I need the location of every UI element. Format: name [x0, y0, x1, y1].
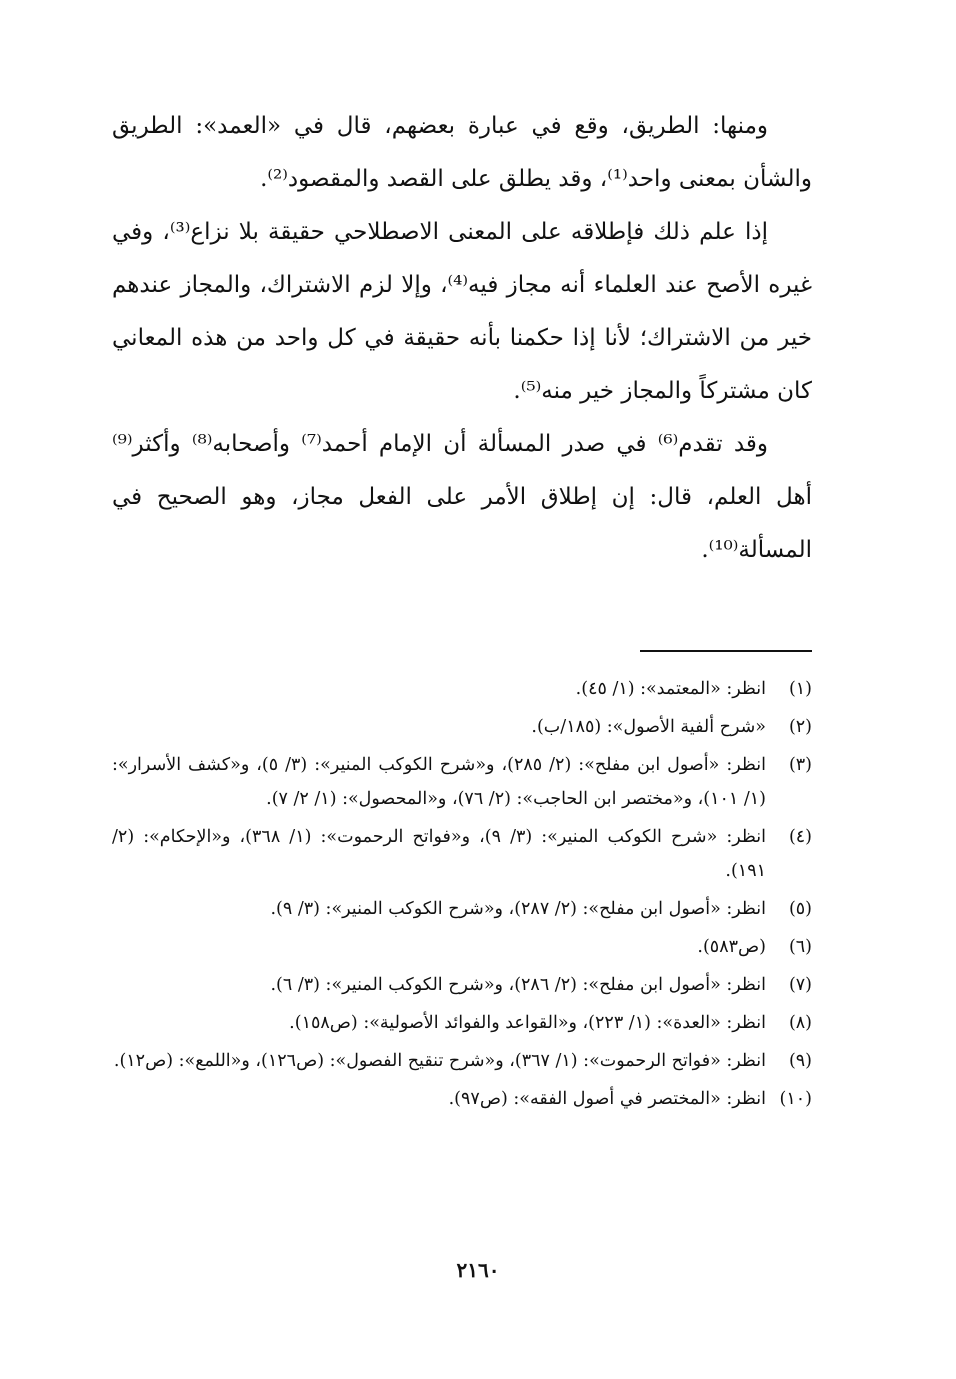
paragraph-1: ومنها: الطريق، وقع في عبارة بعضهم، قال في «العمد»: الطريق والشأن بمعنى واحد⁽¹⁾، وقد يطلق على القصد والمقصود⁽²⁾. [112, 113, 812, 192]
footnote-1 [112, 672, 812, 706]
footnote-7 [112, 968, 812, 1002]
paragraph-2: إذا علم ذلك فإطلاقه على المعنى الاصطلاحي حقيقة بلا نزاع⁽³⁾، وفي غيره الأصح عند العلماء أنه مجاز فيه⁽⁴⁾، وإلا لزم الاشتراك، والمجاز عندهم خير من الاشتراك؛ لأنا إذا حكمنا بأنه حقيقة في كل واحد من هذه المعاني كان مشتركاً والمجاز خير منه⁽⁵⁾. [112, 219, 812, 404]
footnotes [112, 672, 812, 1120]
footnote-4 [112, 820, 812, 888]
footnote-text: انظر: «المختصر في أصول الفقه»: (ص٩٧). [448, 1089, 766, 1109]
footnote-text: انظر: «أصول ابن مفلح»: (٢/ ٢٨٧)، و«شرح الكوكب المنير»: (٣/ ٩). [270, 899, 766, 919]
footnote-9 [112, 1044, 812, 1078]
footnote-number: (١٠) [779, 1089, 812, 1109]
footnote-3 [112, 748, 812, 816]
footnote-text: (ص٥٨٣). [697, 937, 766, 957]
footnote-divider [640, 650, 812, 652]
footnote-6 [112, 930, 812, 964]
main-text [112, 100, 812, 577]
footnote-text: انظر: «فواتح الرحموت»: (١/ ٣٦٧)، و«شرح تنقيح الفصول»: (ص١٢٦)، و«اللمع»: (ص١٢). [113, 1051, 766, 1071]
footnote-number: (١) [788, 679, 812, 699]
footnote-number: (٩) [788, 1051, 812, 1071]
footnote-2 [112, 710, 812, 744]
footnote-text: انظر: «شرح الكوكب المنير»: (٣/ ٩)، و«فواتح الرحموت»: (١/ ٣٦٨)، و«الإحكام»: (٢/ ١٩١). [112, 827, 766, 881]
footnote-10 [112, 1082, 812, 1116]
footnote-number: (٣) [788, 755, 812, 775]
footnote-text: انظر: «أصول ابن مفلح»: (٢/ ٢٨٦)، و«شرح الكوكب المنير»: (٣/ ٦). [270, 975, 766, 995]
paragraph-3: وقد تقدم⁽⁶⁾ في صدر المسألة أن الإمام أحمد⁽⁷⁾ وأصحابه⁽⁸⁾ وأكثر⁽⁹⁾ أهل العلم، قال: إن إطلاق الأمر على الفعل مجاز، وهو الصحيح في المسألة⁽¹⁰⁾. [112, 431, 812, 563]
footnote-8 [112, 1006, 812, 1040]
footnote-text: «شرح ألفية الأصول»: (١٨٥/ب). [531, 717, 766, 737]
footnote-text: انظر: «أصول ابن مفلح»: (٢/ ٢٨٥)، و«شرح الكوكب المنير»: (٣/ ٥)، و«كشف الأسرار»: (١/ ١٠١)، و«مختصر ابن الحاجب»: (٢/ ٧٦)، و«المحصول»: (١/ ٢/ ٧). [112, 755, 766, 809]
footnote-number: (٧) [788, 975, 812, 995]
footnote-text: انظر: «المعتمد»: (١/ ٤٥). [575, 679, 766, 699]
footnote-number: (٨) [788, 1013, 812, 1033]
page-number: ٢١٦٠ [456, 1258, 500, 1282]
footnote-5 [112, 892, 812, 926]
footnote-number: (٢) [788, 717, 812, 737]
footnote-number: (٥) [788, 899, 812, 919]
footnote-number: (٦) [788, 937, 812, 957]
footnote-text: انظر: «العدة»: (١/ ٢٢٣)، و«القواعد والفوائد الأصولية»: (ص١٥٨). [289, 1013, 766, 1033]
footnote-number: (٤) [788, 827, 812, 847]
